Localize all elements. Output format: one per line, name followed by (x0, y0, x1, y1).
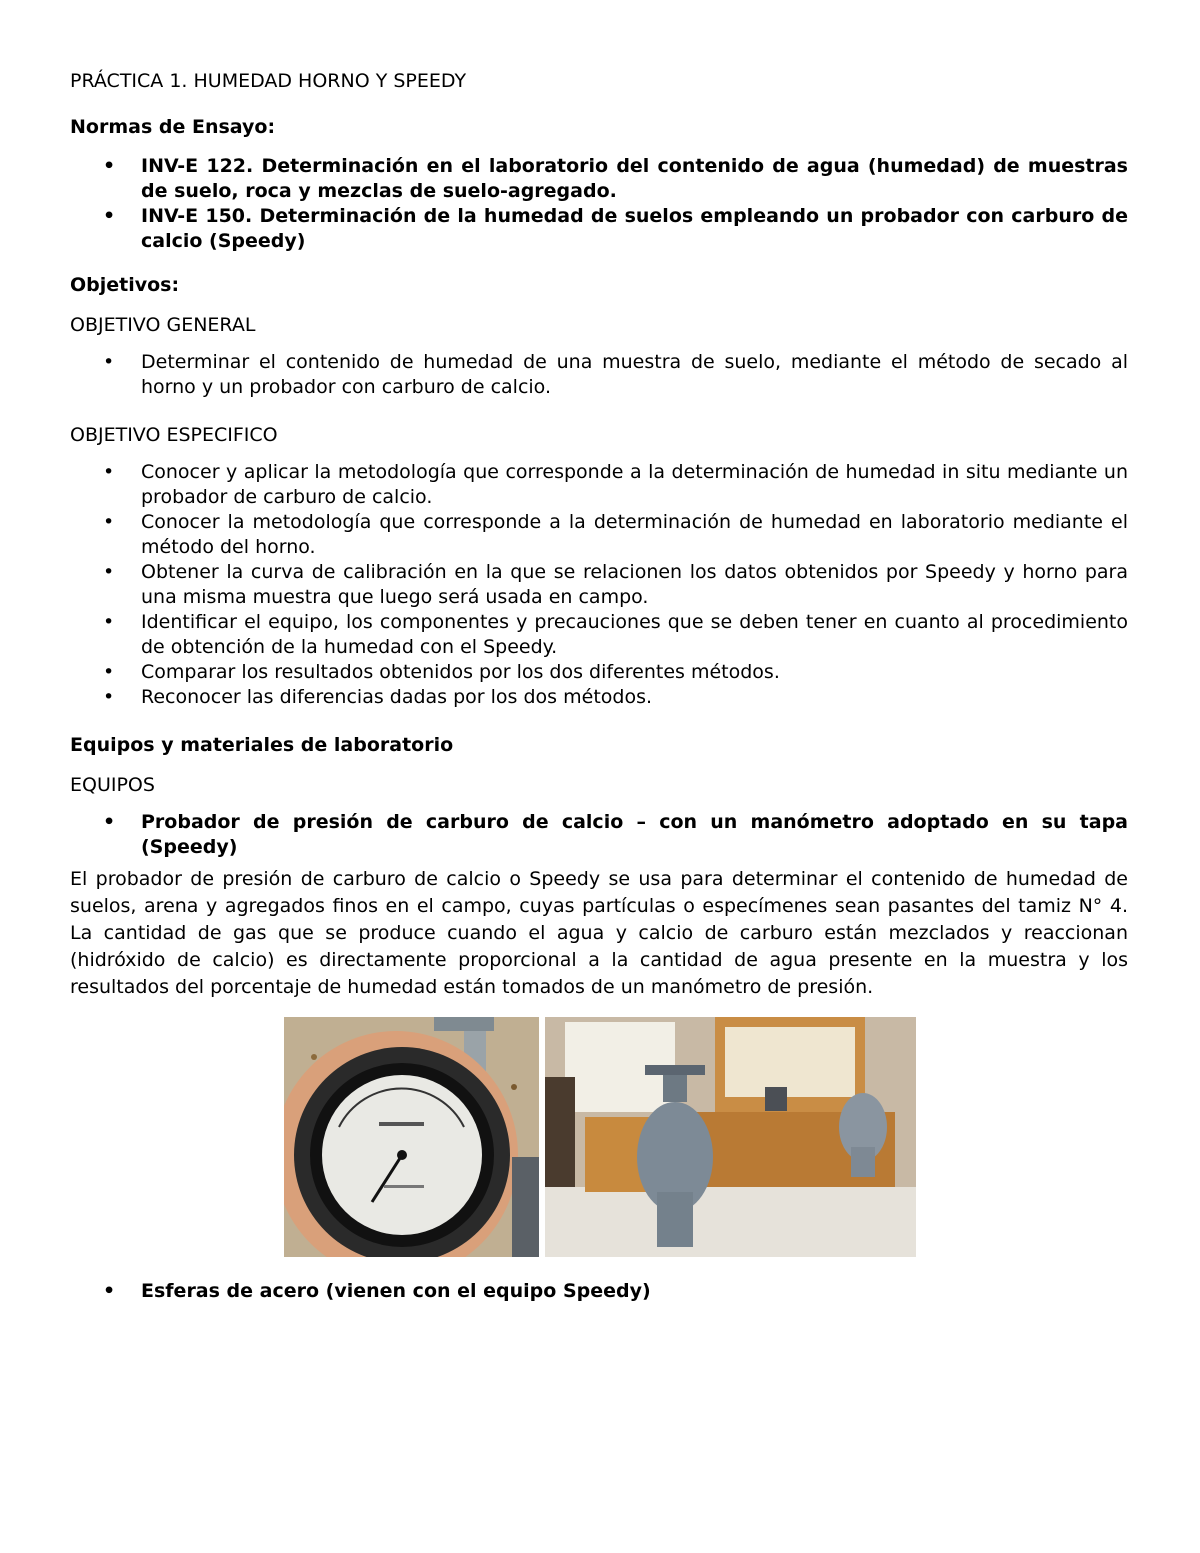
gauge-photo (284, 1017, 539, 1257)
list-item: • Conocer la metodología que corresponde a la determinación de humedad en laboratorio mediante el método del horno. (70, 510, 1128, 560)
objetivo-especifico-list (70, 460, 1128, 710)
list-item: • INV-E 122. Determinación en el laboratorio del contenido de agua (humedad) de muestras de suelo, roca y mezclas de suelo-agregado. (70, 154, 1128, 204)
normas-heading: Normas de Ensayo: (70, 116, 276, 138)
list-item: • Conocer y aplicar la metodología que corresponde a la determinación de humedad in situ mediante un probador de carburo de calcio. (70, 460, 1128, 510)
list-item: • Esferas de acero (vienen con el equipo Speedy) (70, 1279, 1128, 1304)
list-item: • Reconocer las diferencias dadas por los dos métodos. (70, 685, 1128, 710)
document-page (70, 68, 1128, 1304)
speedy-kit-photo (545, 1017, 916, 1257)
equipos-list-2 (70, 1279, 1128, 1304)
page-title: PRÁCTICA 1. HUMEDAD HORNO Y SPEEDY (70, 70, 467, 92)
list-item: • Probador de presión de carburo de calcio – con un manómetro adoptado en su tapa (Speedy) (70, 810, 1128, 860)
normas-list (70, 154, 1128, 254)
speedy-description: El probador de presión de carburo de calcio o Speedy se usa para determinar el contenido de humedad de suelos, arena y agregados finos en el campo, cuyas partículas o especímenes sean pasantes del tamiz N° 4. La cantidad de gas que se produce cuando el agua y calcio de carburo están mezclados y reaccionan (hidróxido de calcio) es directamente proporcional a la cantidad de agua presente en la muestra y los resultados del porcentaje de humedad están tomados de un manómetro de presión. (70, 868, 1128, 998)
objetivo-general-label: OBJETIVO GENERAL (70, 314, 256, 336)
objetivo-general-list (70, 350, 1128, 400)
list-item: • Obtener la curva de calibración en la que se relacionen los datos obtenidos por Speedy y horno para una misma muestra que luego será usada en campo. (70, 560, 1128, 610)
equipos-heading: Equipos y materiales de laboratorio (70, 734, 454, 756)
objetivo-especifico-label: OBJETIVO ESPECIFICO (70, 424, 278, 446)
list-item: • INV-E 150. Determinación de la humedad de suelos empleando un probador con carburo de calcio (Speedy) (70, 204, 1128, 254)
equipos-list-1 (70, 810, 1128, 860)
list-item: • Identificar el equipo, los componentes y precauciones que se deben tener en cuanto al procedimiento de obtención de la humedad con el Speedy. (70, 610, 1128, 660)
equipos-label: EQUIPOS (70, 774, 155, 796)
objetivos-heading: Objetivos: (70, 274, 180, 296)
speedy-photos (70, 1017, 1128, 1257)
list-item: • Comparar los resultados obtenidos por los dos diferentes métodos. (70, 660, 1128, 685)
list-item: • Determinar el contenido de humedad de una muestra de suelo, mediante el método de secado al horno y un probador con carburo de calcio. (70, 350, 1128, 400)
